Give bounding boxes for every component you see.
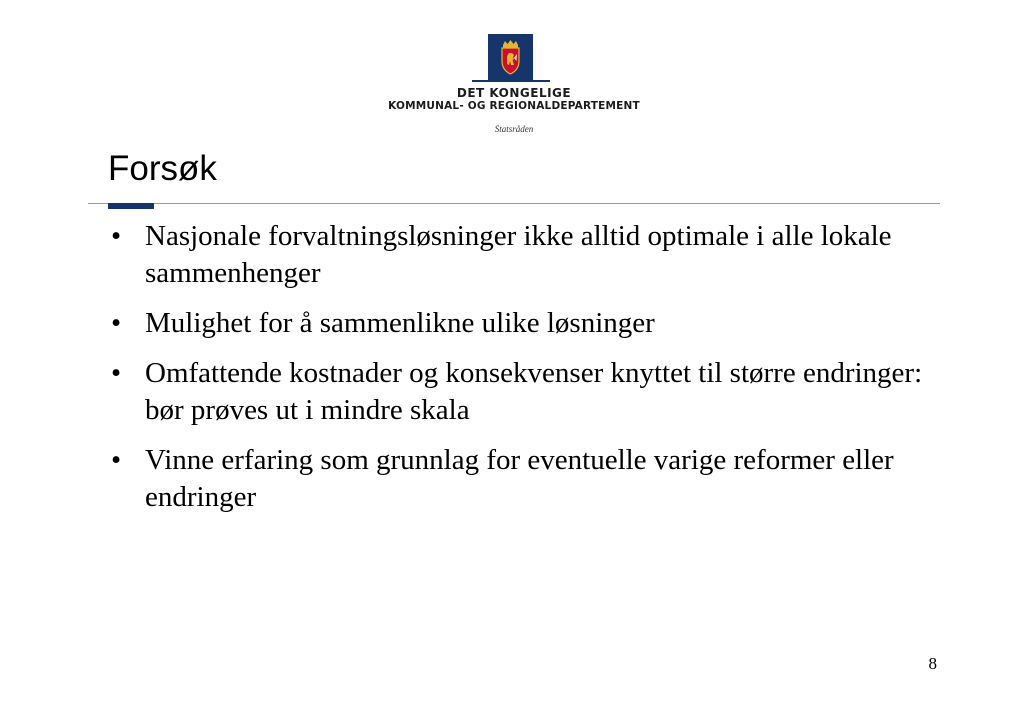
logo-divider [472, 80, 550, 82]
title-divider [88, 203, 940, 204]
ministry-logo [364, 34, 664, 144]
bullet-text: Vinne erfaring som grunnlag for eventuelle varige reformer eller endringer [145, 444, 894, 513]
bullet-text: Nasjonale forvaltningsløsninger ikke alltid optimale i alle lokale sammenhenger [145, 220, 892, 289]
bullet-item [108, 305, 938, 342]
bullet-dot: • [111, 357, 122, 389]
slide-title: Forsøk [108, 149, 217, 188]
logo-line-1: DET KONGELIGE [456, 86, 572, 100]
bullet-item [108, 355, 938, 429]
bullet-text: Mulighet for å sammenlikne ulike løsninger [145, 307, 655, 339]
norwegian-coat-of-arms-icon [488, 34, 533, 80]
bullet-item [108, 442, 938, 516]
bullet-list [108, 218, 938, 529]
title-accent-bar [108, 203, 154, 209]
logo-subtitle: Statsråden [494, 124, 534, 134]
bullet-item [108, 218, 938, 292]
bullet-dot: • [111, 307, 122, 339]
page-number: 8 [928, 654, 937, 673]
bullet-text: Omfattende kostnader og konsekvenser knyttet til større endringer: bør prøves ut i mindre skala [145, 357, 923, 426]
bullet-dot: • [111, 444, 122, 476]
bullet-dot: • [111, 220, 122, 252]
logo-line-2: KOMMUNAL- OG REGIONALDEPARTEMENT [388, 100, 640, 112]
